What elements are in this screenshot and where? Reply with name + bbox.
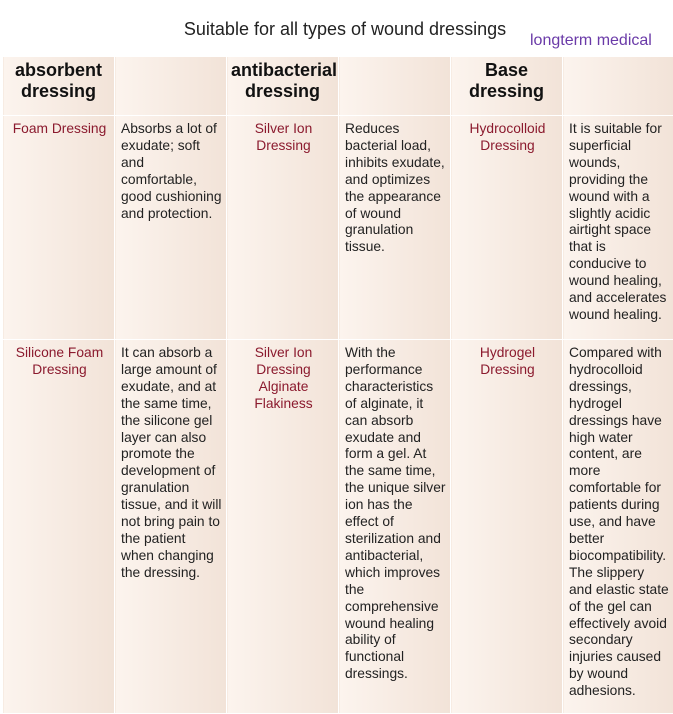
antibacterial-dressing-name: Silver Ion Dressing [227, 116, 339, 340]
base-dressing-name: Hydrocolloid Dressing [451, 116, 563, 340]
column-header-antibacterial-desc [339, 57, 451, 116]
absorbent-dressing-description: Absorbs a lot of exudate; soft and comfortable, good cushioning and protection. [115, 116, 227, 340]
brand-name: longterm medical [530, 32, 652, 49]
dressing-table [2, 56, 673, 714]
antibacterial-dressing-name: Silver Ion Dressing Alginate Flakiness [227, 340, 339, 714]
antibacterial-dressing-description: With the performance characteristics of alginate, it can absorb exudate and form a gel. At the same time, the unique silver ion has the effect of sterilization and antibacterial, which improves the comprehensive wound healing ability of functional dressings. [339, 340, 451, 714]
base-dressing-description: It is suitable for superficial wounds, providing the wound with a slightly acidic airtight space that is conducive to wound healing, and accelerates wound healing. [563, 116, 673, 340]
absorbent-dressing-name: Silicone Foam Dressing [3, 340, 115, 714]
absorbent-dressing-name: Foam Dressing [3, 116, 115, 340]
table-header-row [3, 57, 673, 116]
base-dressing-description: Compared with hydrocolloid dressings, hydrogel dressings have high water content, are more comfortable for patients during use, and have better biocompatibility. The slippery and elastic state of the gel can effectively avoid secondary injuries caused by wound adhesions. [563, 340, 673, 714]
absorbent-dressing-description: It can absorb a large amount of exudate, and at the same time, the silicone gel layer can also promote the development of granulation tissue, and it will not bring pain to the patient when changing the dressing. [115, 340, 227, 714]
column-header-base: Base dressing [451, 57, 563, 116]
page-title: Suitable for all types of wound dressings [183, 19, 507, 39]
column-header-antibacterial: antibacterial dressing [227, 57, 339, 116]
base-dressing-name: Hydrogel Dressing [451, 340, 563, 714]
table-row [3, 116, 673, 340]
column-header-absorbent: absorbent dressing [3, 57, 115, 116]
column-header-base-desc [563, 57, 673, 116]
column-header-absorbent-desc [115, 57, 227, 116]
table-row [3, 340, 673, 714]
antibacterial-dressing-description: Reduces bacterial load, inhibits exudate, and optimizes the appearance of wound granulation tissue. [339, 116, 451, 340]
